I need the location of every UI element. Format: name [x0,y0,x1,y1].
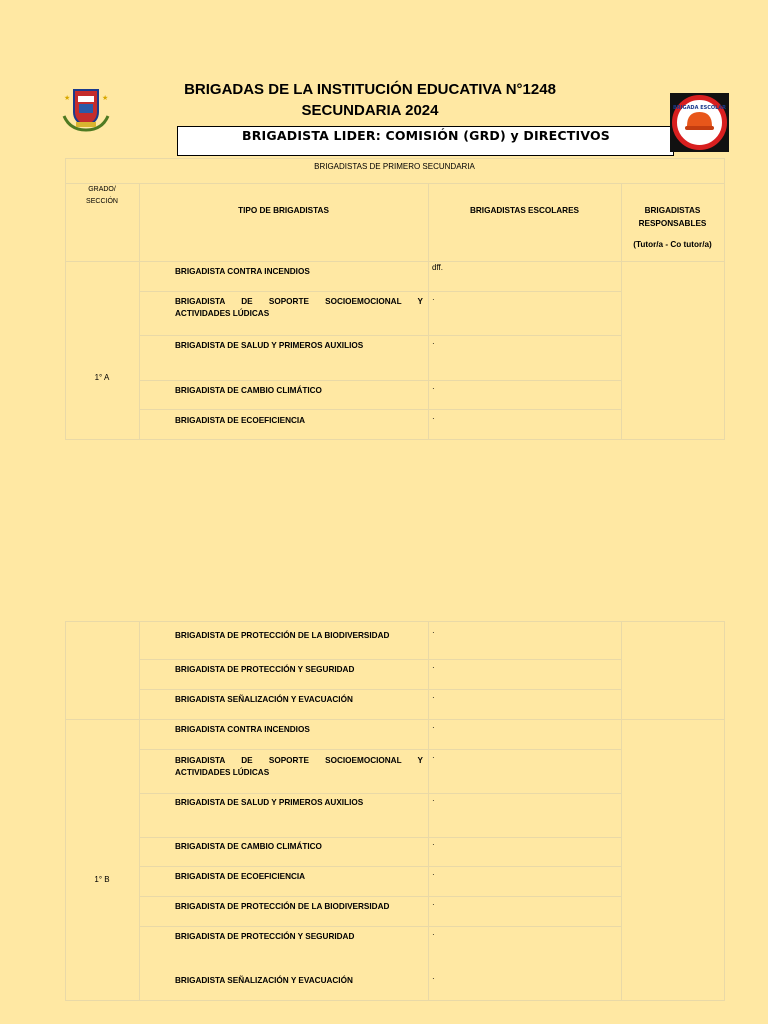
cell-dot: · [432,339,435,348]
page-title-line2: SECUNDARIA 2024 [301,102,439,119]
grade-label-1a: 1° A [94,373,110,382]
col-header-responsables-1: BRIGADISTAS [644,206,701,215]
cell-dot: · [432,900,435,909]
cell-dot: · [432,870,435,879]
school-crest-logo [60,86,112,132]
cell-dot: · [432,384,435,393]
subtitle-box [177,126,674,156]
cell-dot: · [432,796,435,805]
cell-dot: · [432,663,435,672]
cell-dot: · [432,628,435,637]
badge-text: BRIGADA ESCOLAR [672,105,727,111]
col-header-escolares: BRIGADISTAS ESCOLARES [469,206,580,215]
cell-dot: · [432,753,435,762]
col-header-grado: GRADO/ [88,186,116,193]
cell-dot: · [432,414,435,423]
brigade-badge-logo [670,93,729,152]
cell-dot: · [432,840,435,849]
table-caption: BRIGADISTAS DE PRIMERO SECUNDARIA [314,162,475,171]
cell-dot: · [432,693,435,702]
svg-text:★: ★ [102,94,109,102]
svg-text:★: ★ [64,94,71,102]
cell-mark: dff. [432,263,443,272]
grade-label-1b: 1° B [94,875,110,884]
subtitle-text: BRIGADISTA LIDER: COMISIÓN (GRD) y DIRECTIVOS [242,128,611,143]
cell-dot: · [432,295,435,304]
cell-dot: · [432,723,435,732]
cell-dot: · [432,930,435,939]
col-header-responsables-3: (Tutor/a - Co tutor/a) [633,240,712,249]
page-title-line1: BRIGADAS DE LA INSTITUCIÓN EDUCATIVA N°1248 [184,81,556,98]
col-header-tipo: TIPO DE BRIGADISTAS [238,206,329,215]
col-header-responsables-2: RESPONSABLES [638,219,707,228]
col-header-seccion: SECCIÓN [86,198,118,205]
cell-dot: · [432,974,435,983]
